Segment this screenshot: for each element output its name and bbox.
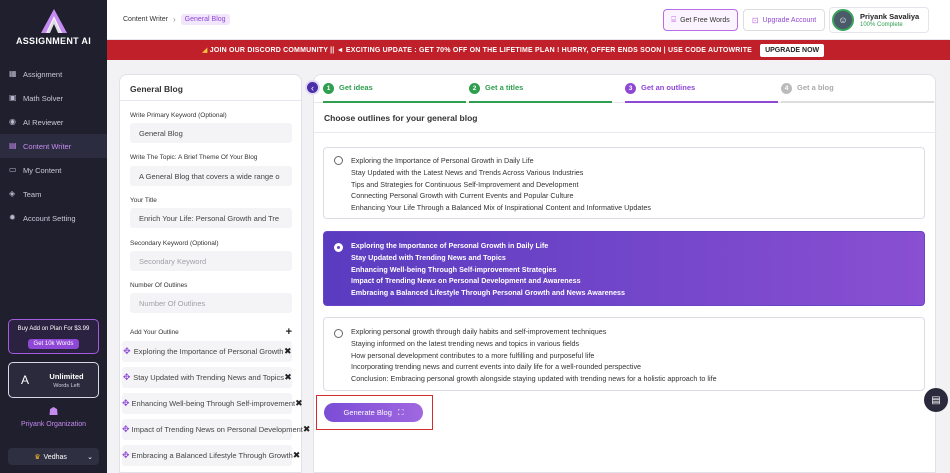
topic-label: Write The Topic: A Brief Theme Of Your Blog [130,154,258,161]
step-bar [625,101,778,103]
sidebar-item-label: My Content [23,165,62,175]
folder-icon: ▭ [9,165,17,174]
blog-settings-panel [119,74,311,473]
panel-title: General Blog [120,75,301,101]
outline-line: Tips and Strategies for Continuous Self-Improvement and Development [351,179,579,189]
get-free-words-button[interactable] [663,9,738,31]
step-get-outlines[interactable] [625,83,778,103]
calculator-icon: ▣ [9,93,17,102]
sidebar-item-content-writer[interactable] [0,134,107,158]
outline-item[interactable] [122,419,311,440]
step-get-titles[interactable] [469,83,622,103]
drag-handle-icon[interactable]: ✥ [122,424,130,434]
drag-handle-icon[interactable]: ✥ [122,372,131,382]
outline-line: Stay Updated with the Latest News and Trends Across Various Industries [351,167,584,177]
outline-line: Impact of Trending News on Personal Development and Awareness [351,276,581,286]
get-free-words-label: Get Free Words [680,16,730,24]
step-number: 3 [625,83,636,94]
breadcrumb-content-writer[interactable]: Content Writer [123,16,168,23]
remove-outline-icon[interactable]: ✖ [295,398,303,408]
document-icon: ▤ [9,141,17,150]
step-progress [314,75,937,103]
generate-blog-highlight [316,395,433,430]
addon-title: Buy Add on Plan For $3.99 [17,326,90,332]
add-outline-label: Add Your Outline [130,328,179,336]
outline-item-text: Embracing a Balanced Lifestyle Through Growth [131,451,293,460]
user-name: Priyank Savaliya [860,12,920,21]
sidebar-item-label: Assignment [23,69,63,79]
promo-text [202,46,752,54]
search-icon: ◉ [9,117,16,126]
step-number: 1 [323,83,334,94]
organization-icon: ☗ [48,406,59,418]
remove-outline-icon[interactable]: ✖ [283,346,292,356]
outline-line: Incorporating trending news and current events into daily life for a well-rounded perspective [351,362,642,372]
step-bar [781,101,934,103]
avatar: ☺ [832,9,854,31]
add-outline-plus-icon[interactable]: + [285,326,292,338]
sidebar-item-label: Team [23,189,42,199]
upgrade-account-button[interactable] [743,9,825,31]
outline-line: Stay Updated with Trending News and Topics [351,252,506,262]
step-label: Get an outlines [641,83,696,92]
outline-radio[interactable] [334,156,343,165]
logo-text: ASSIGNMENT AI [15,36,92,46]
crown-icon: ♛ [34,453,41,461]
collapse-panel-button[interactable] [305,80,320,95]
breadcrumb [123,14,230,25]
divider [314,132,937,133]
outline-item-text: Enhancing Well-being Through Self-improvement [131,399,296,408]
step-bar [323,101,466,103]
primary-keyword-input[interactable]: General Blog [130,123,292,143]
sidebar-item-team[interactable] [0,182,107,206]
outline-line: Exploring personal growth through daily habits and self-improvement techniques [351,327,607,336]
outline-line: Embracing a Balanced Lifestyle Through Personal Growth and News Awareness [351,288,625,298]
sidebar-item-label: Account Setting [23,213,76,223]
step-label: Get a blog [797,83,834,92]
outline-line: Exploring the Importance of Personal Growth in Daily Life [351,241,549,250]
outline-radio[interactable] [334,329,343,338]
outline-item-text: Stay Updated with Trending News and Topics [133,373,284,382]
outlines-heading: Choose outlines for your general blog [324,113,478,123]
outline-item-text: Impact of Trending News on Personal Development [131,425,303,434]
sidebar-item-label: Content Writer [23,141,72,151]
workspace-select[interactable] [8,448,99,465]
outlines-panel [313,74,936,473]
unlimited-label: Unlimited [49,371,84,381]
step-get-ideas[interactable] [323,83,466,103]
logo[interactable] [0,8,107,46]
generate-blog-label: Generate Blog [343,408,392,417]
grid-icon: ▦ [9,69,17,78]
sidebar-item-label: AI Reviewer [23,117,64,127]
gear-icon: ✹ [9,213,16,222]
promo-message: JOIN OUR DISCORD COMMUNITY || ◄ EXCITING UPDATE : GET 70% OFF ON THE LIFETIME PLAN ! HURRY, OFFER ENDS SOON | USE CODE AUTOWRITE [209,47,753,54]
breadcrumb-general-blog: General Blog [181,14,230,25]
drag-handle-icon[interactable]: ✥ [123,346,131,356]
outline-line: Connecting Personal Growth with Current Events and Popular Culture [351,191,574,201]
outline-line: Enhancing Well-being Through Self-improvement Strategies [351,264,557,274]
outline-item-text: Exploring the Importance of Personal Growth [133,347,284,356]
generate-blog-button[interactable] [324,403,423,422]
outline-item[interactable] [122,393,303,414]
step-bar [469,101,612,103]
outline-option-2[interactable] [323,231,925,306]
outline-line: Exploring the Importance of Personal Growth in Daily Life [351,156,534,165]
sidebar-item-label: Math Solver [23,93,64,103]
step-number: 4 [781,83,792,94]
remove-outline-icon[interactable]: ✖ [284,372,292,382]
upgrade-now-button[interactable]: UPGRADE NOW [760,44,824,57]
brand-a-icon: Α [20,373,29,387]
step-label: Get a titles [485,83,524,92]
secondary-keyword-input[interactable]: Secondary Keyword [130,251,292,271]
organization[interactable] [0,405,107,428]
outline-item[interactable] [122,367,292,388]
sidebar-nav [0,62,107,230]
megaphone-icon: ◢ [202,47,208,54]
chat-support-button[interactable] [924,388,948,412]
get-10k-words-button[interactable]: Get 10k Words [28,339,80,349]
workspace-name: Vedhas [43,453,67,461]
user-profile[interactable] [829,7,929,33]
words-left-label: Words Left [53,382,80,389]
drag-handle-icon[interactable]: ✥ [122,450,130,460]
upgrade-icon: ⊡ [751,15,759,25]
add-outline-header [130,326,292,338]
outline-line: Enhancing Your Life Through a Balanced Mix of Inspirational Content and Informative Updates [351,203,651,213]
topbar [107,0,950,40]
step-number: 2 [469,83,480,94]
chevron-down-icon: ⌄ [87,453,93,461]
sidebar-item-assignment[interactable] [0,62,107,86]
profile-completion: 100% Complete [860,22,903,28]
gift-icon: ⌸ [671,15,677,24]
remove-outline-icon[interactable]: ✖ [292,450,301,460]
primary-keyword-label: Write Primary Keyword (Optional) [130,112,227,119]
remove-outline-icon[interactable]: ✖ [302,424,311,434]
words-left-card [8,362,99,398]
sidebar-item-account-setting[interactable] [0,206,107,230]
title-label: Your Title [130,197,157,204]
addon-card [8,319,99,354]
chevron-left-icon: ‹ [311,82,314,93]
sidebar-item-ai-reviewer[interactable] [0,110,107,134]
logo-icon [39,8,69,34]
promo-banner [107,40,950,60]
outline-line: Conclusion: Embracing personal growth alongside staying updated with trending news for a holistic approach to life [351,374,717,384]
outline-option-1[interactable] [323,147,925,219]
outline-option-3[interactable] [323,317,925,391]
sidebar-item-my-content[interactable] [0,158,107,182]
step-get-blog [781,83,934,103]
number-of-outlines-input[interactable]: Number Of Outlines [130,293,292,313]
outline-line: How personal development contributes to a more fulfilling and purposeful life [351,350,595,360]
image-icon: ⛶ [397,407,404,417]
organization-name: Priyank Organization [21,421,86,428]
chat-icon: ▤ [931,394,941,406]
chevron-right-icon: › [173,15,176,24]
number-of-outlines-label: Number Of Outlines [130,282,188,289]
drag-handle-icon[interactable]: ✥ [122,398,130,408]
sidebar [0,0,107,473]
secondary-keyword-label: Secondary Keyword (Optional) [130,240,219,247]
team-icon: ◈ [9,189,16,198]
sidebar-item-math-solver[interactable] [0,86,107,110]
outline-line: Staying informed on the latest trending news and topics in various fields [351,338,580,348]
outline-item[interactable] [122,445,301,466]
upgrade-account-label: Upgrade Account [762,16,817,24]
title-input[interactable]: Enrich Your Life: Personal Growth and Tre [130,208,292,228]
outline-radio-selected[interactable] [334,243,343,252]
outline-item[interactable] [122,341,292,362]
topic-input[interactable]: A General Blog that covers a wide range o [130,166,292,186]
step-label: Get ideas [339,83,373,92]
